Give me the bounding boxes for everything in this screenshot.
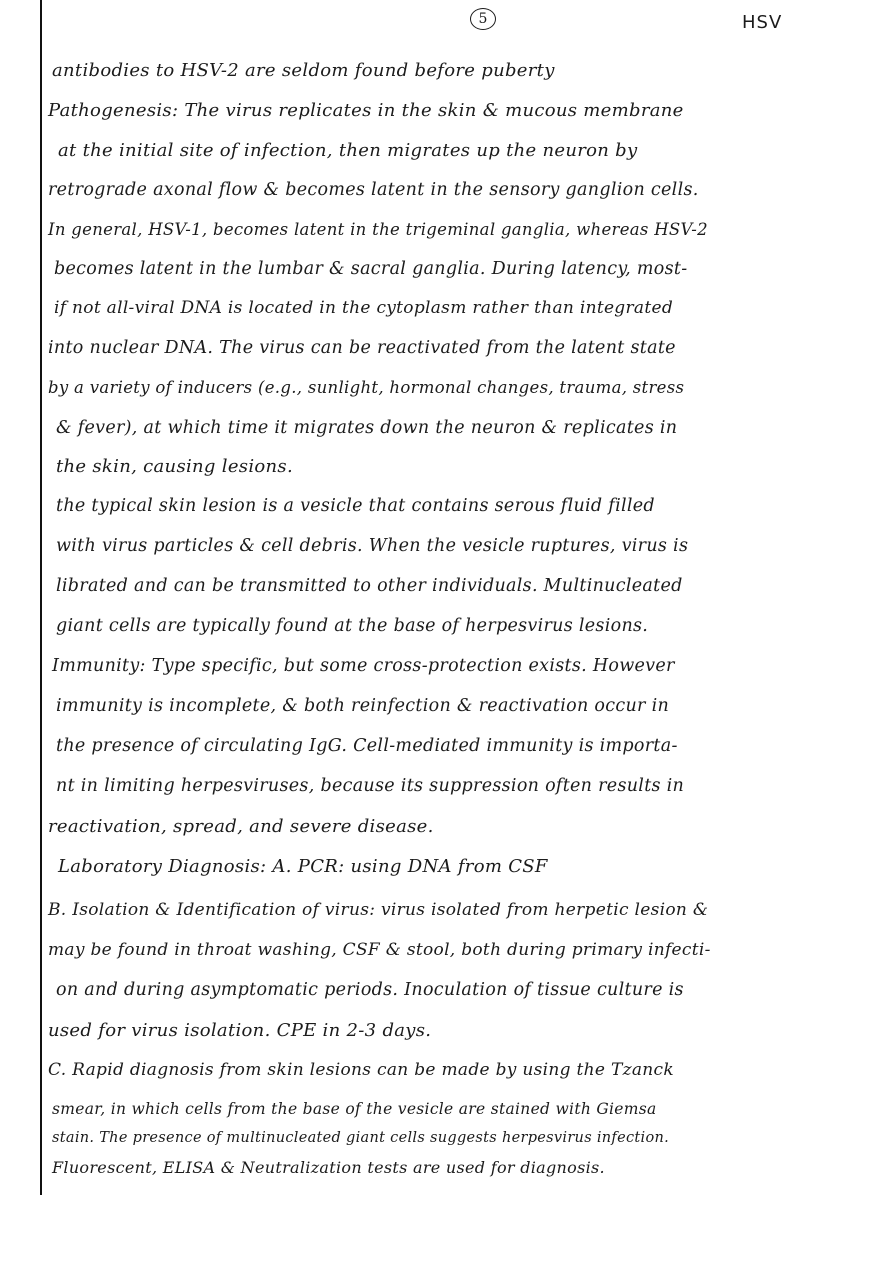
note-line: nt in limiting herpesviruses, because its suppression often results in (56, 776, 685, 796)
note-line: B. Isolation & Identification of virus: virus isolated from herpetic lesion & (48, 900, 709, 920)
note-line: Fluorescent, ELISA & Neutralization tests are used for diagnosis. (52, 1158, 605, 1177)
note-line: used for virus isolation. CPE in 2-3 days. (48, 1020, 432, 1041)
note-line: with virus particles & cell debris. When the vesicle ruptures, virus is (56, 536, 689, 556)
note-line: by a variety of inducers (e.g., sunlight, hormonal changes, trauma, stress (48, 378, 685, 397)
note-line: reactivation, spread, and severe disease. (48, 816, 434, 837)
note-line: C. Rapid diagnosis from skin lesions can be made by using the Tzanck (48, 1060, 674, 1080)
note-line: Pathogenesis: The virus replicates in the skin & mucous membrane (48, 100, 684, 121)
note-line: giant cells are typically found at the base of herpesvirus lesions. (56, 616, 649, 636)
note-line: the skin, causing lesions. (56, 456, 293, 477)
note-line: the presence of circulating IgG. Cell-mediated immunity is importa- (56, 736, 678, 756)
note-line: smear, in which cells from the base of the vesicle are stained with Giemsa (52, 1100, 657, 1118)
note-line: Immunity: Type specific, but some cross-protection exists. However (52, 656, 675, 676)
note-line: the typical skin lesion is a vesicle that contains serous fluid filled (56, 496, 655, 516)
note-line: if not all-viral DNA is located in the cytoplasm rather than integrated (54, 298, 674, 318)
note-line: librated and can be transmitted to other individuals. Multinucleated (56, 576, 683, 596)
margin-line (40, 0, 42, 1195)
note-line: may be found in throat washing, CSF & stool, both during primary infecti- (48, 940, 711, 960)
page-number (470, 8, 496, 30)
note-line: immunity is incomplete, & both reinfection & reactivation occur in (56, 696, 670, 716)
note-line: on and during asymptomatic periods. Inoculation of tissue culture is (56, 980, 684, 1000)
note-line: retrograde axonal flow & becomes latent in the sensory ganglion cells. (48, 180, 699, 200)
note-line: becomes latent in the lumbar & sacral ganglia. During latency, most- (54, 259, 688, 279)
note-line: stain. The presence of multinucleated giant cells suggests herpesvirus infection. (52, 1130, 670, 1146)
note-line: at the initial site of infection, then migrates up the neuron by (58, 140, 638, 161)
note-line: antibodies to HSV-2 are seldom found before puberty (52, 60, 555, 81)
section-heading: Laboratory Diagnosis: A. PCR: using DNA from CSF (58, 856, 548, 877)
page-number-circle: 5 (470, 8, 496, 30)
note-line: & fever), at which time it migrates down the neuron & replicates in (56, 418, 678, 438)
topic-header: HSV (742, 12, 783, 33)
note-line: into nuclear DNA. The virus can be reactivated from the latent state (48, 338, 676, 358)
note-line: In general, HSV-1, becomes latent in the trigeminal ganglia, whereas HSV-2 (48, 220, 708, 239)
